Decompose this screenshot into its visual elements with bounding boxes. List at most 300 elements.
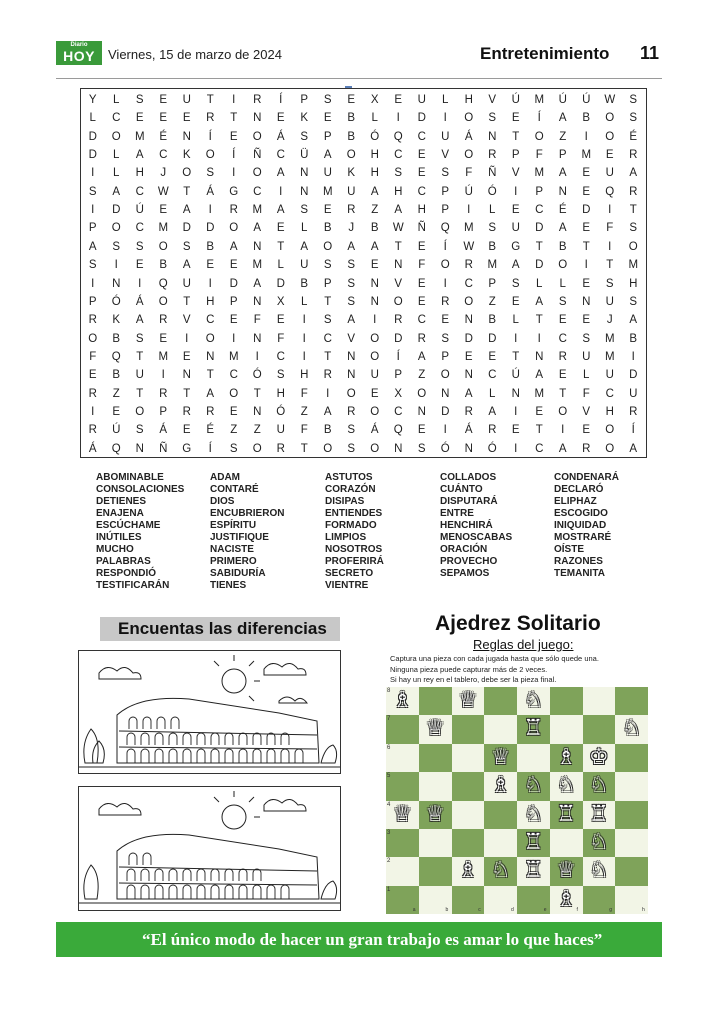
grid-letter: U [323, 167, 332, 180]
grid-letter: U [370, 369, 379, 382]
grid-letter: O [158, 295, 168, 308]
grid-letter: S [629, 94, 638, 106]
grid-letter: B [206, 240, 215, 253]
grid-letter: N [417, 405, 426, 418]
chess-bishop-icon[interactable]: ♗ [392, 688, 413, 713]
grid-letter: M [252, 259, 263, 272]
grid-letter: S [323, 314, 332, 327]
grid-letter: Z [230, 424, 238, 437]
grid-letter: E [441, 314, 450, 327]
grid-letter: O [158, 240, 168, 253]
board-square [484, 829, 517, 857]
grid-letter: F [300, 387, 308, 400]
grid-letter: S [347, 424, 356, 437]
grid-letter: R [88, 424, 97, 437]
grid-letter: M [604, 332, 615, 345]
grid-letter: S [112, 240, 121, 253]
grid-letter: D [488, 332, 497, 345]
grid-letter: S [300, 204, 309, 217]
grid-letter: A [558, 442, 567, 455]
grid-letter: R [488, 149, 497, 162]
grid-letter: A [535, 295, 544, 308]
grid-letter: O [464, 295, 474, 308]
board-square [517, 744, 550, 772]
grid-letter: R [464, 405, 473, 418]
grid-letter: A [417, 350, 426, 363]
rank-label: 2 [387, 858, 391, 865]
grid-letter: Z [559, 130, 567, 143]
grid-letter: E [582, 185, 591, 198]
grid-letter: U [276, 424, 285, 437]
grid-letter: A [511, 259, 520, 272]
word-item: CONTARÉ [210, 484, 259, 495]
grid-letter: N [253, 112, 262, 125]
chess-rook-icon[interactable]: ♖ [523, 829, 544, 855]
grid-letter: S [347, 259, 356, 272]
rank-label: 3 [387, 829, 391, 836]
word-item: ENAJENA [96, 508, 144, 519]
page-number: 11 [640, 43, 660, 63]
grid-row [81, 91, 646, 109]
grid-letter: R [182, 405, 191, 418]
grid-letter: T [512, 350, 520, 363]
chess-rook-icon[interactable]: ♖ [523, 858, 544, 884]
header-divider [56, 78, 662, 79]
grid-letter: M [134, 130, 145, 143]
grid-letter: Ó [111, 295, 121, 308]
grid-letter: T [230, 112, 238, 125]
grid-letter: R [417, 332, 426, 345]
grid-letter: Ú [558, 94, 567, 106]
file-label: c [478, 907, 481, 913]
grid-letter: Ñ [159, 442, 168, 455]
board-square [452, 744, 485, 772]
board-square [615, 857, 648, 885]
grid-letter: D [535, 222, 544, 235]
word-item: PRIMERO [210, 556, 257, 567]
grid-letter: U [347, 185, 356, 198]
grid-letter: S [441, 167, 450, 180]
grid-letter: I [232, 167, 236, 180]
word-item: CORAZÓN [325, 484, 376, 495]
grid-letter: Ú [511, 94, 520, 106]
grid-letter: S [135, 94, 144, 106]
chess-king-icon[interactable]: ♔ [589, 744, 609, 770]
grid-row [81, 421, 646, 439]
grid-letter: V [511, 167, 520, 180]
grid-letter: I [514, 442, 518, 455]
grid-letter: M [463, 222, 474, 235]
grid-row [81, 238, 646, 256]
grid-letter: E [511, 112, 520, 125]
grid-letter: U [629, 387, 638, 400]
grid-letter: I [584, 259, 588, 272]
grid-letter: A [558, 167, 567, 180]
grid-letter: M [228, 350, 239, 363]
grid-letter: S [135, 240, 144, 253]
grid-letter: Á [88, 442, 97, 455]
grid-letter: D [206, 222, 215, 235]
grid-letter: L [113, 167, 120, 180]
file-label: a [412, 907, 416, 913]
word-item: COLLADOS [440, 472, 497, 483]
quote-banner: “El único modo de hacer un gran trabajo es amar lo que haces” [56, 922, 662, 957]
word-item: CONSOLACIONES [96, 484, 185, 495]
chess-rook-icon[interactable]: ♖ [523, 716, 544, 742]
grid-letter: N [558, 185, 567, 198]
grid-letter: A [253, 277, 262, 290]
grid-letter: O [323, 442, 333, 455]
grid-letter: S [511, 277, 520, 290]
chess-queen-icon[interactable]: ♕ [490, 744, 511, 770]
grid-letter: P [394, 369, 403, 382]
grid-row [81, 311, 646, 329]
grid-letter: P [159, 405, 168, 418]
grid-letter: T [535, 314, 543, 327]
grid-letter: J [160, 167, 167, 180]
grid-letter: P [441, 185, 450, 198]
grid-letter: S [488, 112, 497, 125]
word-search-grid [80, 88, 647, 458]
grid-letter: Í [443, 240, 447, 253]
chess-knight-icon[interactable]: ♘ [490, 858, 511, 884]
grid-letter: T [206, 369, 214, 382]
chess-rules-heading: Reglas del juego: [473, 637, 574, 652]
grid-letter: S [605, 277, 614, 290]
word-item: PROVECHO [440, 556, 498, 567]
grid-letter: I [537, 332, 541, 345]
grid-letter: X [276, 295, 285, 308]
grid-letter: S [347, 295, 356, 308]
grid-letter: E [417, 149, 426, 162]
word-item: INIQUIDAD [554, 520, 607, 531]
grid-letter: T [559, 387, 567, 400]
grid-letter: S [276, 369, 285, 382]
grid-letter: C [253, 185, 262, 198]
chess-knight-icon[interactable]: ♘ [589, 858, 609, 884]
grid-letter: E [159, 94, 168, 106]
grid-letter: A [370, 185, 379, 198]
grid-letter: E [112, 405, 121, 418]
board-square [615, 801, 648, 829]
grid-letter: G [511, 240, 521, 253]
grid-letter: O [205, 149, 215, 162]
grid-letter: S [629, 222, 638, 235]
board-square [386, 772, 419, 800]
grid-letter: N [135, 442, 144, 455]
rank-label: 4 [387, 801, 391, 808]
grid-letter: U [441, 130, 450, 143]
grid-letter: M [628, 259, 639, 272]
grid-row [81, 164, 646, 182]
grid-letter: E [182, 112, 191, 125]
grid-letter: H [370, 149, 379, 162]
grid-letter: U [511, 222, 520, 235]
chess-queen-icon[interactable]: ♕ [392, 801, 413, 827]
grid-letter: D [88, 130, 97, 143]
grid-letter: T [535, 424, 543, 437]
grid-letter: N [253, 295, 262, 308]
grid-row [81, 366, 646, 384]
grid-letter: V [488, 94, 497, 106]
grid-letter: A [558, 222, 567, 235]
grid-letter: N [347, 350, 356, 363]
grid-letter: K [182, 149, 191, 162]
grid-letter: F [535, 149, 543, 162]
grid-letter: X [394, 387, 403, 400]
board-square [419, 829, 452, 857]
grid-letter: C [417, 130, 426, 143]
chess-bishop-icon[interactable]: ♗ [490, 773, 511, 799]
grid-letter: I [91, 277, 95, 290]
grid-letter: Ñ [417, 222, 426, 235]
word-item: SECRETO [325, 568, 374, 579]
grid-letter: Ó [487, 442, 497, 455]
grid-row [81, 201, 646, 219]
grid-letter: D [441, 405, 450, 418]
word-item: FORMADO [325, 520, 377, 531]
grid-letter: E [159, 204, 168, 217]
grid-letter: E [582, 167, 591, 180]
chess-knight-icon[interactable]: ♘ [523, 801, 544, 827]
rank-label: 1 [387, 886, 391, 893]
grid-letter: E [417, 277, 426, 290]
word-item: NACISTE [210, 544, 254, 555]
grid-letter: M [534, 94, 545, 106]
grid-letter: Q [158, 277, 168, 290]
grid-row [81, 256, 646, 274]
grid-letter: I [114, 259, 118, 272]
grid-letter: W [463, 240, 475, 253]
board-square [419, 744, 452, 772]
word-list-column-5 [554, 472, 619, 580]
file-label: e [543, 907, 547, 913]
grid-letter: E [558, 314, 567, 327]
grid-letter: J [348, 222, 355, 235]
chess-rook-icon[interactable]: ♖ [589, 801, 609, 827]
board-square [419, 857, 452, 885]
grid-letter: U [135, 369, 144, 382]
grid-letter: O [534, 130, 544, 143]
grid-row [81, 403, 646, 421]
grid-letter: I [514, 185, 518, 198]
grid-letter: H [300, 369, 309, 382]
board-square [452, 829, 485, 857]
board-square [386, 857, 419, 885]
grid-letter: Z [418, 369, 426, 382]
grid-letter: D [229, 277, 238, 290]
grid-letter: B [488, 240, 497, 253]
grid-letter: U [605, 295, 614, 308]
grid-letter: V [582, 405, 591, 418]
word-item: ESCÚCHAME [96, 520, 161, 531]
grid-letter: U [582, 350, 591, 363]
grid-letter: S [441, 332, 450, 345]
grid-letter: N [253, 240, 262, 253]
grid-letter: I [302, 314, 306, 327]
grid-letter: Q [111, 442, 121, 455]
grid-letter: E [323, 204, 332, 217]
grid-letter: O [370, 442, 380, 455]
grid-letter: D [629, 369, 638, 382]
grid-letter: O [182, 167, 192, 180]
grid-letter: O [558, 259, 568, 272]
grid-letter: A [206, 387, 215, 400]
grid-letter: Z [112, 387, 120, 400]
grid-letter: Í [279, 94, 283, 106]
word-item: INÚTILES [96, 532, 142, 543]
chess-bishop-icon[interactable]: ♗ [556, 886, 576, 912]
chess-knight-icon[interactable]: ♘ [523, 688, 544, 713]
grid-letter: I [91, 405, 95, 418]
grid-letter: S [182, 240, 191, 253]
grid-letter: M [252, 204, 263, 217]
grid-letter: V [182, 314, 191, 327]
grid-letter: I [584, 130, 588, 143]
grid-letter: E [135, 259, 144, 272]
chess-queen-icon[interactable]: ♕ [458, 688, 478, 713]
grid-letter: E [159, 332, 168, 345]
word-item: SEPAMOS [440, 568, 490, 579]
grid-letter: E [582, 424, 591, 437]
grid-letter: O [252, 442, 262, 455]
grid-letter: C [535, 204, 544, 217]
grid-letter: A [629, 442, 638, 455]
grid-letter: O [440, 259, 450, 272]
grid-letter: E [558, 369, 567, 382]
chess-queen-icon[interactable]: ♕ [425, 716, 445, 742]
grid-letter: E [511, 295, 520, 308]
grid-letter: Á [464, 130, 473, 143]
grid-letter: A [464, 387, 473, 400]
grid-letter: A [370, 240, 379, 253]
grid-letter: Ó [440, 442, 450, 455]
grid-letter: N [464, 369, 473, 382]
grid-letter: L [489, 387, 496, 400]
chess-knight-icon[interactable]: ♘ [621, 716, 642, 742]
grid-letter: I [138, 277, 142, 290]
chess-queen-icon[interactable]: ♕ [556, 858, 576, 884]
grid-letter: B [347, 130, 356, 143]
newspaper-logo [56, 41, 102, 65]
rank-label: 5 [387, 773, 391, 780]
file-label: f [576, 907, 578, 913]
grid-letter: T [136, 387, 144, 400]
grid-letter: A [488, 405, 497, 418]
grid-letter: D [88, 149, 97, 162]
word-item: MOSTRARÉ [554, 532, 612, 543]
grid-letter: U [182, 94, 191, 106]
grid-row [81, 385, 646, 403]
grid-letter: R [558, 350, 567, 363]
grid-letter: N [347, 369, 356, 382]
word-item: TESTIFICARÁN [96, 580, 170, 591]
chess-bishop-icon[interactable]: ♗ [556, 744, 576, 770]
grid-letter: E [276, 314, 285, 327]
grid-letter: I [514, 332, 518, 345]
grid-letter: E [417, 167, 426, 180]
grid-letter: R [323, 369, 332, 382]
chess-rook-icon[interactable]: ♖ [556, 801, 576, 827]
grid-letter: Á [370, 424, 379, 437]
grid-row [81, 275, 646, 293]
grid-letter: P [88, 295, 97, 308]
word-item: RAZONES [554, 556, 603, 567]
grid-letter: E [535, 405, 544, 418]
grid-letter: O [558, 405, 568, 418]
grid-letter: R [159, 314, 168, 327]
file-label: d [511, 907, 514, 913]
chess-bishop-icon[interactable]: ♗ [458, 858, 478, 884]
grid-letter: S [135, 332, 144, 345]
board-square [452, 772, 485, 800]
grid-letter: M [158, 222, 169, 235]
grid-letter: T [324, 295, 332, 308]
grid-letter: O [346, 387, 356, 400]
chess-knight-icon[interactable]: ♘ [589, 829, 609, 855]
grid-letter: L [301, 295, 308, 308]
grid-letter: C [276, 350, 285, 363]
grid-row [81, 440, 646, 458]
grid-letter: O [440, 369, 450, 382]
grid-letter: B [112, 369, 121, 382]
grid-letter: B [323, 424, 332, 437]
grid-letter: A [276, 204, 285, 217]
grid-letter: T [512, 130, 520, 143]
grid-letter: O [252, 130, 262, 143]
grid-letter: O [605, 442, 615, 455]
word-item: DIOS [210, 496, 235, 507]
grid-letter: U [605, 167, 614, 180]
chess-knight-icon[interactable]: ♘ [523, 773, 544, 799]
grid-letter: B [370, 222, 379, 235]
differences-title: Encuentas las diferencias [100, 617, 340, 641]
grid-letter: I [302, 350, 306, 363]
grid-letter: B [488, 314, 497, 327]
word-item: DISIPAS [325, 496, 365, 507]
grid-letter: Ó [370, 130, 380, 143]
grid-letter: E [206, 259, 215, 272]
board-square [615, 772, 648, 800]
grid-letter: I [255, 350, 259, 363]
grid-letter: B [159, 259, 168, 272]
chess-queen-icon[interactable]: ♕ [425, 801, 445, 827]
chess-knight-icon[interactable]: ♘ [589, 773, 609, 799]
board-square [484, 715, 517, 743]
grid-letter: B [629, 332, 638, 345]
chess-knight-icon[interactable]: ♘ [556, 773, 576, 799]
grid-letter: E [417, 240, 426, 253]
grid-letter: B [112, 332, 121, 345]
grid-letter: L [89, 112, 96, 125]
grid-letter: Q [605, 185, 615, 198]
word-item: TEMANITA [554, 568, 605, 579]
grid-letter: E [488, 350, 497, 363]
grid-letter: F [277, 332, 285, 345]
grid-letter: E [370, 259, 379, 272]
grid-letter: C [558, 332, 567, 345]
grid-letter: S [206, 167, 215, 180]
grid-letter: R [394, 314, 403, 327]
grid-letter: V [441, 149, 450, 162]
grid-letter: A [112, 185, 121, 198]
grid-letter: L [512, 314, 519, 327]
grid-letter: N [394, 442, 403, 455]
grid-letter: S [88, 259, 97, 272]
grid-letter: Ú [511, 369, 520, 382]
grid-row [81, 146, 646, 164]
grid-letter: F [418, 259, 426, 272]
